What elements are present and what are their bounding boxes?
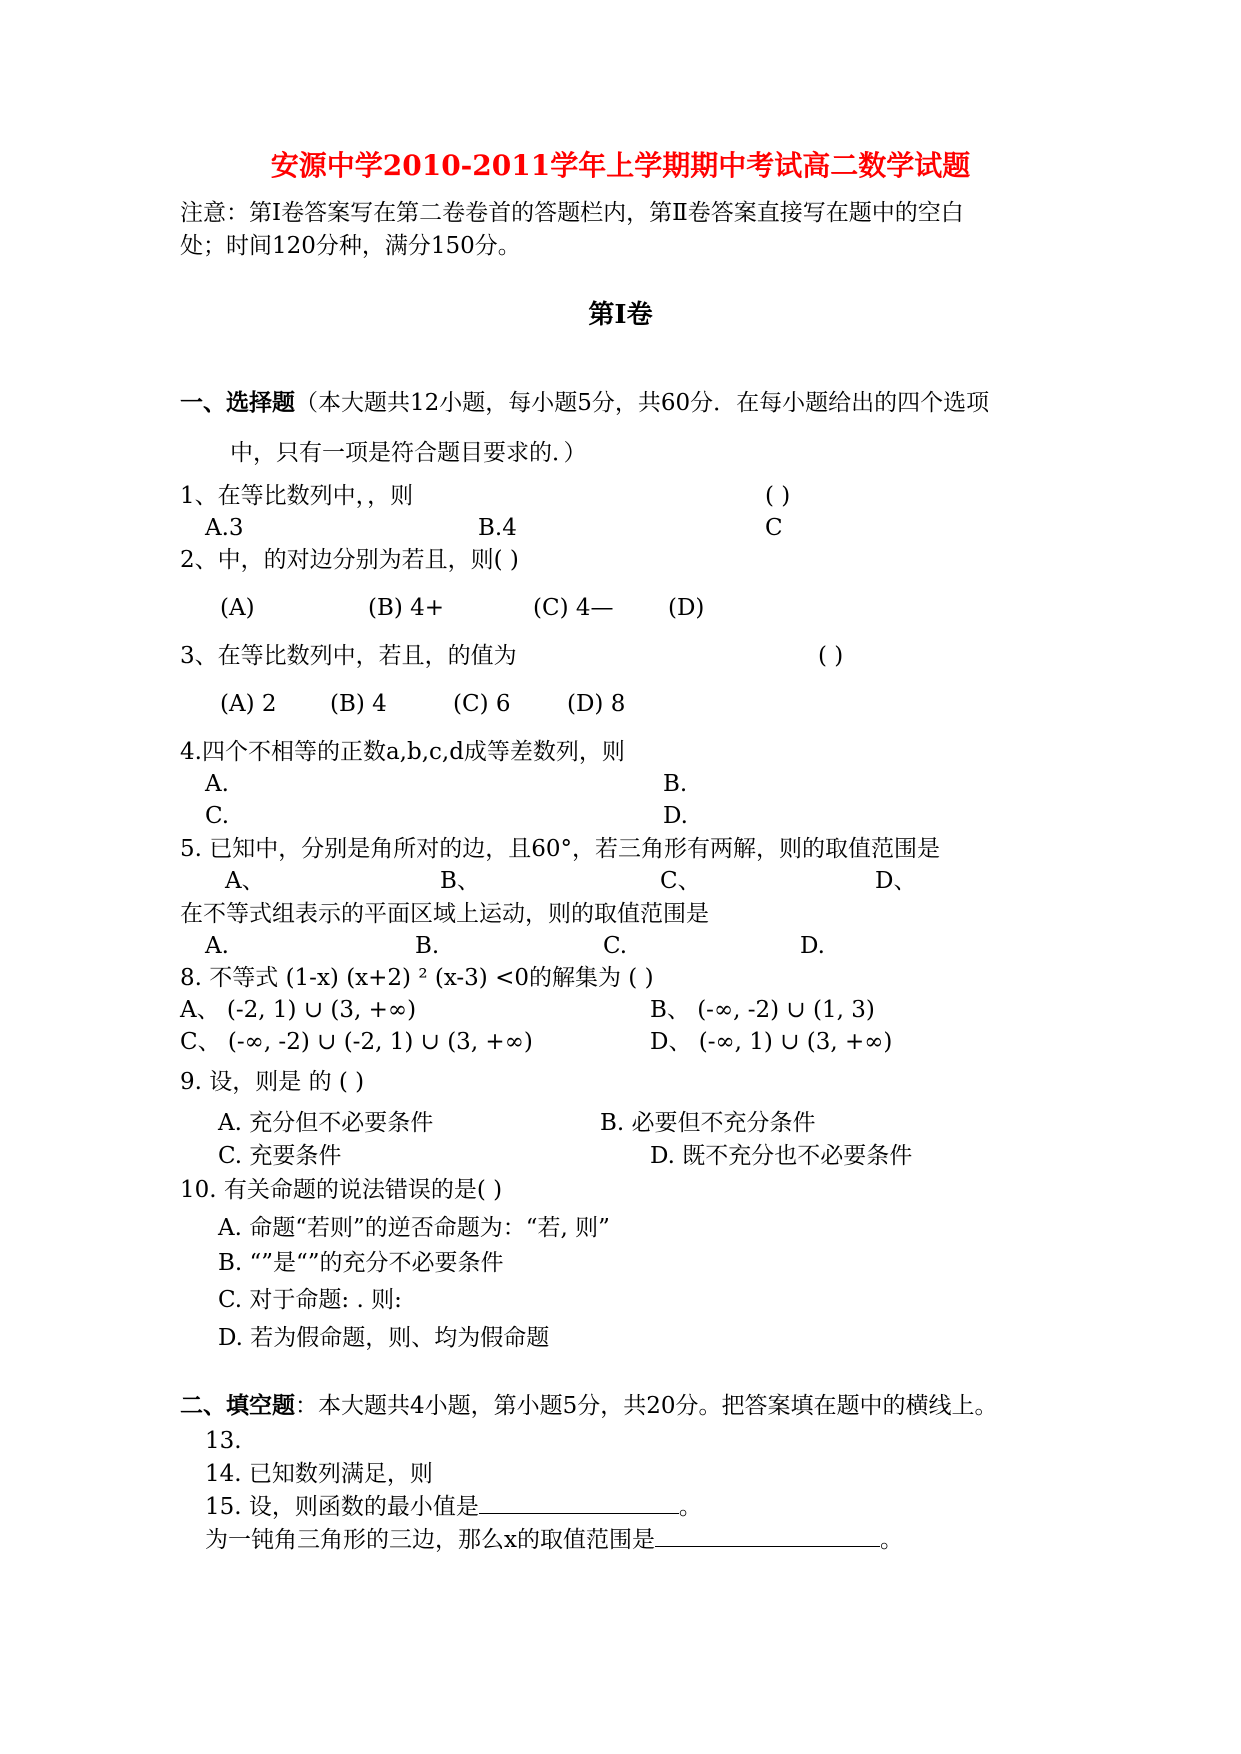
q5-option-a: A、 <box>225 868 265 894</box>
q1-option-c: C <box>765 515 783 541</box>
q4-stem: 4.四个不相等的正数a,b,c,d成等差数列，则 <box>180 739 625 765</box>
q1-option-a: A.3 <box>205 515 244 541</box>
q7-option-c: C. <box>603 933 628 959</box>
q3-answer-bracket: ( ) <box>818 643 844 669</box>
q9-option-c: C. 充要条件 <box>218 1143 342 1169</box>
q7-stem: 在不等式组表示的平面区域上运动，则的取值范围是 <box>180 901 709 927</box>
q14-stem: 14. 已知数列满足，则 <box>205 1461 433 1487</box>
q4-option-d: D. <box>663 803 688 829</box>
section-1-desc-2: 中，只有一项是符合题目要求的．） <box>230 440 587 466</box>
q16-stem: 为一钝角三角形的三边，那么x的取值范围是 <box>205 1527 655 1553</box>
section-1-desc-1: （本大题共12小题，每小题5分，共60分．在每小题给出的四个选项 <box>295 390 990 416</box>
q8-option-c: C、 (-∞, -2) ∪ (-2, 1) ∪ (3, +∞) <box>180 1029 533 1055</box>
q8-stem: 8. 不等式 (1-x) (x+2) ² (x-3) <0的解集为 ( ) <box>180 965 654 991</box>
q8-option-a: A、 (-2, 1) ∪ (3, +∞) <box>180 997 417 1023</box>
q5-option-b: B、 <box>440 868 480 894</box>
q15-line <box>205 1493 702 1520</box>
q9-stem: 9. 设，则是 的 ( ) <box>180 1069 365 1095</box>
q2-option-c: (C) 4— <box>533 595 614 621</box>
q9-option-b: B. 必要但不充分条件 <box>600 1110 816 1136</box>
q8-option-d: D、 (-∞, 1) ∪ (3, +∞) <box>650 1029 893 1055</box>
q7-option-a: A. <box>205 933 229 959</box>
q7-option-b: B. <box>415 933 440 959</box>
section-2-header <box>180 1393 998 1419</box>
q10-option-a: A. 命题“若则”的逆否命题为：“若, 则” <box>218 1215 610 1241</box>
q2-option-a: (A) <box>220 595 255 621</box>
q16-end: 。 <box>879 1527 903 1553</box>
section-2-label: 二、填空题 <box>180 1392 295 1419</box>
q8-option-b: B、 (-∞, -2) ∪ (1, 3) <box>650 997 875 1023</box>
q2-option-b: (B) 4+ <box>368 595 445 621</box>
q4-option-b: B. <box>663 771 688 797</box>
q13-stem: 13. <box>205 1428 242 1454</box>
q10-stem: 10. 有关命题的说法错误的是( ) <box>180 1177 503 1203</box>
q10-option-c: C. 对于命题: . 则: <box>218 1287 402 1313</box>
q10-option-b: B. “”是“”的充分不必要条件 <box>218 1250 504 1276</box>
q5-stem: 5. 已知中，分别是角所对的边，且60°，若三角形有两解，则的取值范围是 <box>180 836 941 862</box>
q16-line <box>205 1526 903 1553</box>
q3-option-a: (A) 2 <box>220 691 277 717</box>
section-1-header <box>180 390 989 416</box>
q4-option-c: C. <box>205 803 230 829</box>
q15-answer-blank <box>479 1493 679 1514</box>
q1-answer-bracket: ( ) <box>765 483 791 509</box>
q7-option-d: D. <box>800 933 825 959</box>
q15-stem: 15. 设，则函数的最小值是 <box>205 1494 479 1520</box>
q5-option-c: C、 <box>660 868 701 894</box>
q3-option-c: (C) 6 <box>453 691 511 717</box>
q2-option-d: (D) <box>668 595 705 621</box>
section-1-label: 一、选择题 <box>180 389 295 416</box>
q10-option-d: D. 若为假命题，则、均为假命题 <box>218 1325 550 1351</box>
q1-stem: 1、在等比数列中，，则 <box>180 483 414 509</box>
q5-option-d: D、 <box>875 868 917 894</box>
notice-line-1: 注意：第Ⅰ卷答案写在第二卷卷首的答题栏内，第Ⅱ卷答案直接写在题中的空白 <box>180 200 964 226</box>
q9-option-d: D. 既不充分也不必要条件 <box>650 1143 913 1169</box>
q4-option-a: A. <box>205 771 229 797</box>
q3-option-b: (B) 4 <box>330 691 387 717</box>
q15-end: 。 <box>678 1494 702 1520</box>
exam-title: 安源中学2010-2011学年上学期期中考试高二数学试题 <box>270 149 971 182</box>
q9-option-a: A. 充分但不必要条件 <box>218 1110 434 1136</box>
volume-heading: 第Ⅰ卷 <box>588 300 653 330</box>
notice-line-2: 处；时间120分种，满分150分。 <box>180 233 521 259</box>
q1-option-b: B.4 <box>478 515 517 541</box>
q16-answer-blank <box>655 1526 880 1547</box>
q2-stem: 2、中，的对边分别为若且，则( ) <box>180 547 519 573</box>
section-2-desc: ：本大题共4小题，第小题5分，共20分。把答案填在题中的横线上。 <box>295 1393 998 1419</box>
q3-option-d: (D) 8 <box>567 691 626 717</box>
q3-stem: 3、在等比数列中，若且，的值为 <box>180 643 517 669</box>
